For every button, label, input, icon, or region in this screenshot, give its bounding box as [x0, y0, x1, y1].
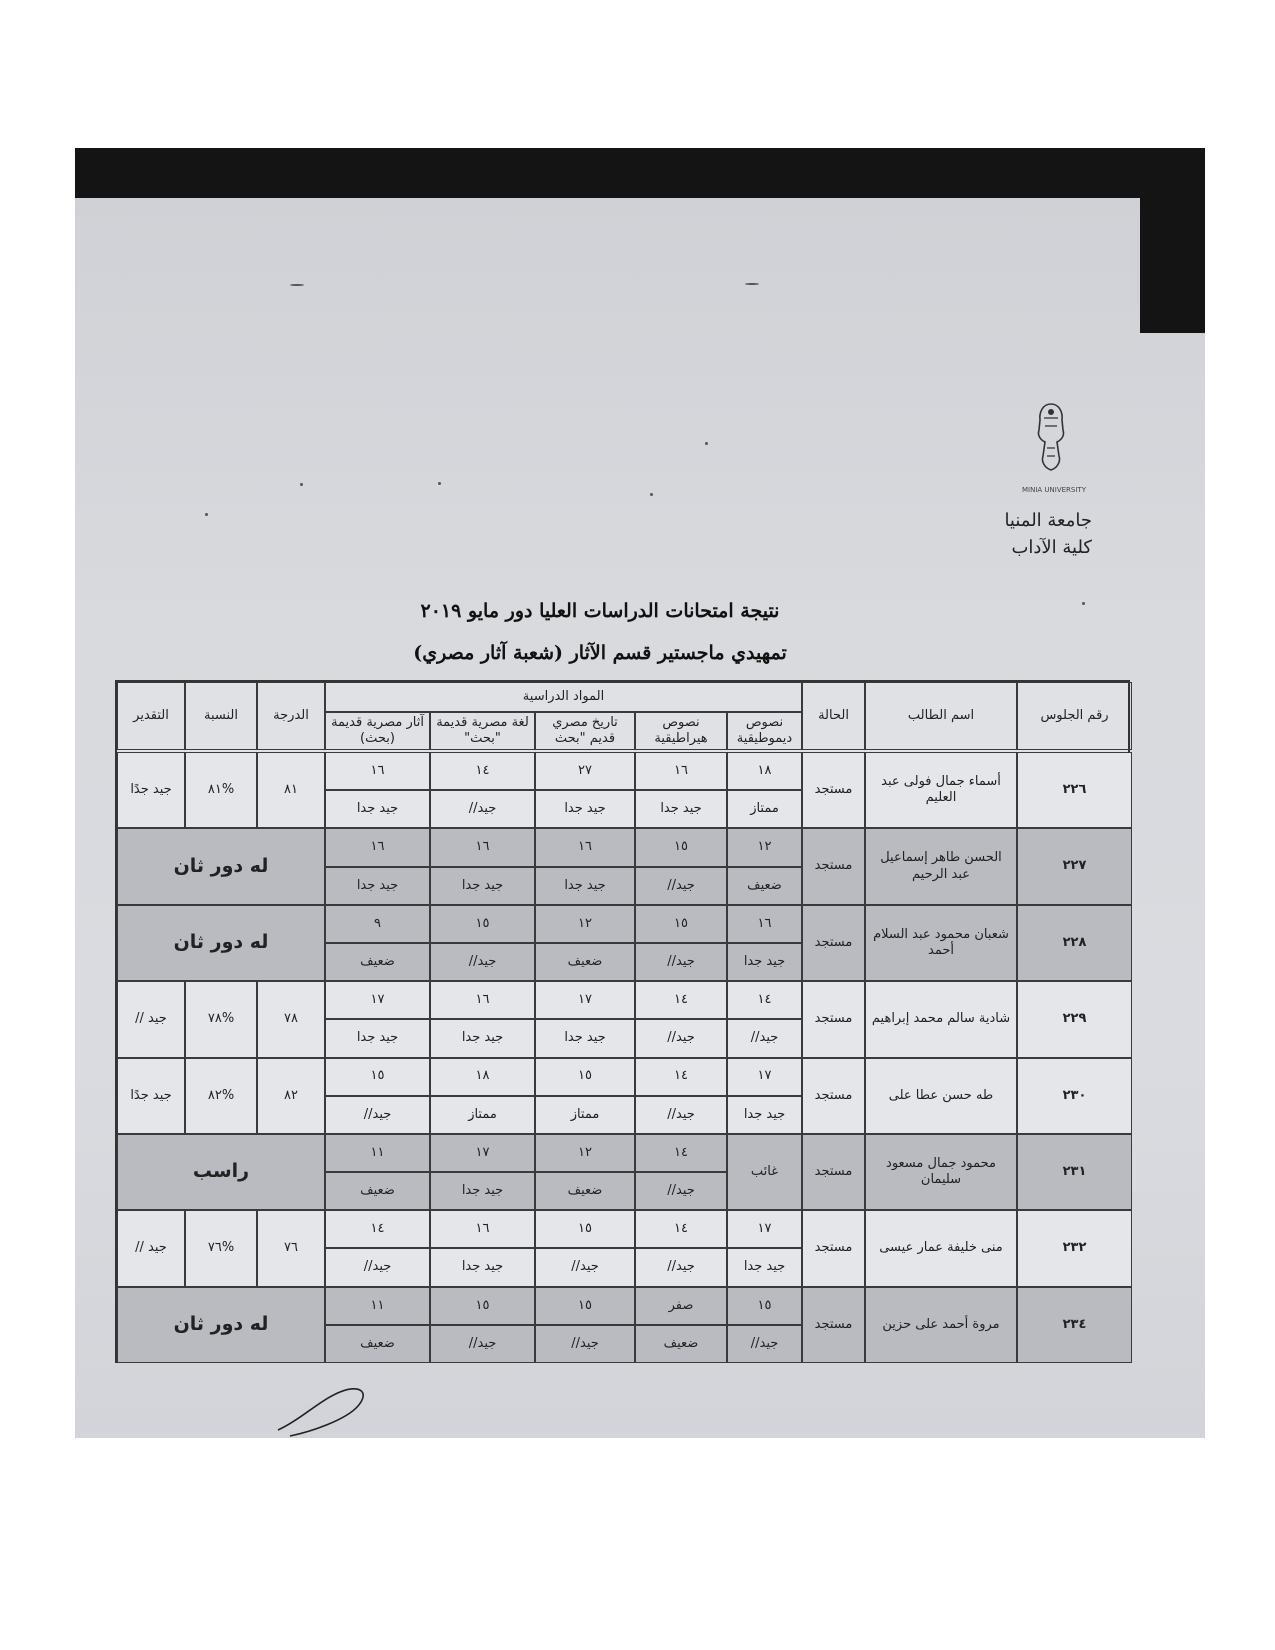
row-mark: ١٢: [727, 828, 802, 866]
row-mark: ١٨: [430, 1058, 535, 1096]
row-seat: ٢٢٩: [1017, 981, 1132, 1057]
row-seat: ٢٣٤: [1017, 1287, 1132, 1363]
faculty-name: كلية الآداب: [1011, 537, 1092, 558]
header-subject-5: آثار مصرية قديمة (بحث): [325, 712, 430, 750]
row-rating: جيد //: [117, 981, 185, 1057]
row-subject-rating: ضعيف: [535, 943, 635, 981]
row-subject-rating: جيد//: [727, 1019, 802, 1057]
row-status: مستجد: [802, 905, 865, 981]
row-subject-rating: جيد//: [430, 1325, 535, 1363]
row-mark: ١٦: [325, 828, 430, 866]
row-mark: ١٤: [727, 981, 802, 1019]
row-mark: ١٥: [430, 905, 535, 943]
row-mark: ١١: [325, 1287, 430, 1325]
row-rating: جيد جدًا: [117, 752, 185, 828]
row-subject-rating: جيد جدا: [535, 867, 635, 905]
row-subject-rating: جيد جدا: [430, 1172, 535, 1210]
row-mark: ١٤: [635, 1134, 727, 1172]
row-subject-rating: جيد جدا: [430, 867, 535, 905]
row-status: مستجد: [802, 1287, 865, 1363]
row-mark: ١٨: [727, 752, 802, 790]
row-subject-rating: ضعيف: [325, 1325, 430, 1363]
row-subject-rating: جيد//: [430, 790, 535, 828]
row-mark: ٢٧: [535, 752, 635, 790]
row-mark: ١٦: [430, 828, 535, 866]
university-logo-icon: [1027, 400, 1075, 478]
row-status: مستجد: [802, 981, 865, 1057]
row-mark: ١٦: [635, 752, 727, 790]
row-subject-rating: ضعيف: [727, 867, 802, 905]
row-student-name: شادية سالم محمد إبراهيم: [865, 981, 1017, 1057]
row-mark: ١٥: [635, 905, 727, 943]
row-student-name: الحسن طاهر إسماعيل عبد الرحيم: [865, 828, 1017, 904]
row-subject-rating: جيد//: [635, 1096, 727, 1134]
row-student-name: أسماء جمال فولى عبد العليم: [865, 752, 1017, 828]
row-mark: صفر: [635, 1287, 727, 1325]
row-seat: ٢٢٨: [1017, 905, 1132, 981]
scan-speck: [300, 483, 303, 486]
row-subject-rating: جيد جدا: [535, 1019, 635, 1057]
row-subject-rating: جيد جدا: [430, 1019, 535, 1057]
row-percent: %٧٦: [185, 1210, 257, 1286]
row-seat: ٢٣٠: [1017, 1058, 1132, 1134]
row-mark: ١٥: [325, 1058, 430, 1096]
row-mark: ١٥: [727, 1287, 802, 1325]
row-subject-rating: جيد//: [535, 1248, 635, 1286]
row-mark: ١٦: [430, 981, 535, 1019]
row-mark: ١٦: [535, 828, 635, 866]
row-mark: ١١: [325, 1134, 430, 1172]
row-seat: ٢٢٧: [1017, 828, 1132, 904]
row-result: له دور ثان: [117, 905, 325, 981]
row-subject-rating: ممتاز: [727, 790, 802, 828]
row-rating: جيد جدًا: [117, 1058, 185, 1134]
scan-speck: [438, 482, 441, 485]
row-result: له دور ثان: [117, 1287, 325, 1363]
row-subject-rating: جيد جدا: [727, 1096, 802, 1134]
row-grade: ٨٢: [257, 1058, 325, 1134]
row-student-name: مروة أحمد على حزين: [865, 1287, 1017, 1363]
row-mark: ١٢: [535, 905, 635, 943]
row-subject-rating: جيد جدا: [325, 1019, 430, 1057]
row-seat: ٢٢٦: [1017, 752, 1132, 828]
row-subject-rating: جيد//: [325, 1096, 430, 1134]
header-subject-1: نصوص ديموطيقية: [727, 712, 802, 750]
row-subject-rating: ضعيف: [325, 943, 430, 981]
row-subject-rating: ضعيف: [325, 1172, 430, 1210]
row-student-name: شعبان محمود عبد السلام أحمد: [865, 905, 1017, 981]
row-grade: ٨١: [257, 752, 325, 828]
row-subject-rating: جيد//: [635, 1019, 727, 1057]
row-seat: ٢٣٢: [1017, 1210, 1132, 1286]
row-mark: ١٧: [430, 1134, 535, 1172]
row-mark: ١٤: [430, 752, 535, 790]
row-mark: ١٤: [635, 1210, 727, 1248]
row-percent: %٨٢: [185, 1058, 257, 1134]
row-mark: غائب: [727, 1134, 802, 1210]
row-grade: ٧٨: [257, 981, 325, 1057]
row-rating: جيد //: [117, 1210, 185, 1286]
row-subject-rating: جيد//: [635, 943, 727, 981]
row-mark: ٩: [325, 905, 430, 943]
row-student-name: محمود جمال مسعود سليمان: [865, 1134, 1017, 1210]
row-subject-rating: ممتاز: [430, 1096, 535, 1134]
row-student-name: منى خليفة عمار عيسى: [865, 1210, 1017, 1286]
signature-mark: [270, 1380, 410, 1440]
row-subject-rating: جيد//: [325, 1248, 430, 1286]
row-status: مستجد: [802, 1210, 865, 1286]
scan-speck: [205, 513, 208, 516]
scan-border-corner: [1140, 148, 1205, 333]
row-subject-rating: جيد جدا: [430, 1248, 535, 1286]
row-mark: ١٤: [325, 1210, 430, 1248]
header-name: اسم الطالب: [865, 682, 1017, 750]
row-mark: ١٧: [535, 981, 635, 1019]
row-status: مستجد: [802, 828, 865, 904]
header-rating: التقدير: [117, 682, 185, 750]
row-result: له دور ثان: [117, 828, 325, 904]
header-seat: رقم الجلوس: [1017, 682, 1132, 750]
row-subject-rating: جيد جدا: [325, 867, 430, 905]
row-mark: ١٦: [430, 1210, 535, 1248]
university-name: جامعة المنيا: [1004, 510, 1092, 531]
row-mark: ١٧: [727, 1058, 802, 1096]
header-subject-3: تاريخ مصري قديم "بحث: [535, 712, 635, 750]
scan-speck: [1082, 602, 1085, 605]
row-mark: ١٥: [635, 828, 727, 866]
header-status: الحالة: [802, 682, 865, 750]
row-subject-rating: جيد جدا: [727, 1248, 802, 1286]
row-percent: %٨١: [185, 752, 257, 828]
row-subject-rating: ضعيف: [635, 1325, 727, 1363]
scan-speck: [290, 284, 304, 286]
row-mark: ١٥: [430, 1287, 535, 1325]
row-mark: ١٤: [635, 1058, 727, 1096]
row-mark: ١٧: [325, 981, 430, 1019]
row-grade: ٧٦: [257, 1210, 325, 1286]
row-status: مستجد: [802, 1058, 865, 1134]
row-mark: ١٦: [727, 905, 802, 943]
row-subject-rating: ممتاز: [535, 1096, 635, 1134]
document-subtitle: تمهيدي ماجستير قسم الآثار (شعبة آثار مصري): [413, 642, 787, 664]
row-mark: ١٥: [535, 1287, 635, 1325]
scan-speck: [745, 283, 759, 285]
row-subject-rating: جيد//: [727, 1325, 802, 1363]
row-subject-rating: جيد جدا: [727, 943, 802, 981]
results-table: [115, 680, 1130, 1363]
row-mark: ١٢: [535, 1134, 635, 1172]
row-subject-rating: ضعيف: [535, 1172, 635, 1210]
row-mark: ١٧: [727, 1210, 802, 1248]
header-subject-4: لغة مصرية قديمة "بحث": [430, 712, 535, 750]
scan-speck: [705, 442, 708, 445]
row-seat: ٢٣١: [1017, 1134, 1132, 1210]
row-subject-rating: جيد//: [430, 943, 535, 981]
row-percent: %٧٨: [185, 981, 257, 1057]
row-mark: ١٦: [325, 752, 430, 790]
row-subject-rating: جيد جدا: [325, 790, 430, 828]
row-status: مستجد: [802, 1134, 865, 1210]
row-student-name: طه حسن عطا على: [865, 1058, 1017, 1134]
logo-caption: MINIA UNIVERSITY: [1022, 486, 1086, 494]
scan-speck: [650, 493, 653, 496]
row-subject-rating: جيد//: [635, 867, 727, 905]
row-subject-rating: جيد//: [635, 1248, 727, 1286]
row-subject-rating: جيد//: [635, 1172, 727, 1210]
row-subject-rating: جيد جدا: [635, 790, 727, 828]
row-mark: ١٥: [535, 1210, 635, 1248]
header-subject-2: نصوص هيراطيقية: [635, 712, 727, 750]
row-subject-rating: جيد//: [535, 1325, 635, 1363]
row-subject-rating: جيد جدا: [535, 790, 635, 828]
header-grade: الدرجة: [257, 682, 325, 750]
row-mark: ١٥: [535, 1058, 635, 1096]
row-result: راسب: [117, 1134, 325, 1210]
header-percent: النسبة: [185, 682, 257, 750]
header-subjects-group: المواد الدراسية: [325, 682, 802, 712]
row-mark: ١٤: [635, 981, 727, 1019]
row-status: مستجد: [802, 752, 865, 828]
document-title: نتيجة امتحانات الدراسات العليا دور مايو ٢٠١٩: [420, 600, 780, 622]
